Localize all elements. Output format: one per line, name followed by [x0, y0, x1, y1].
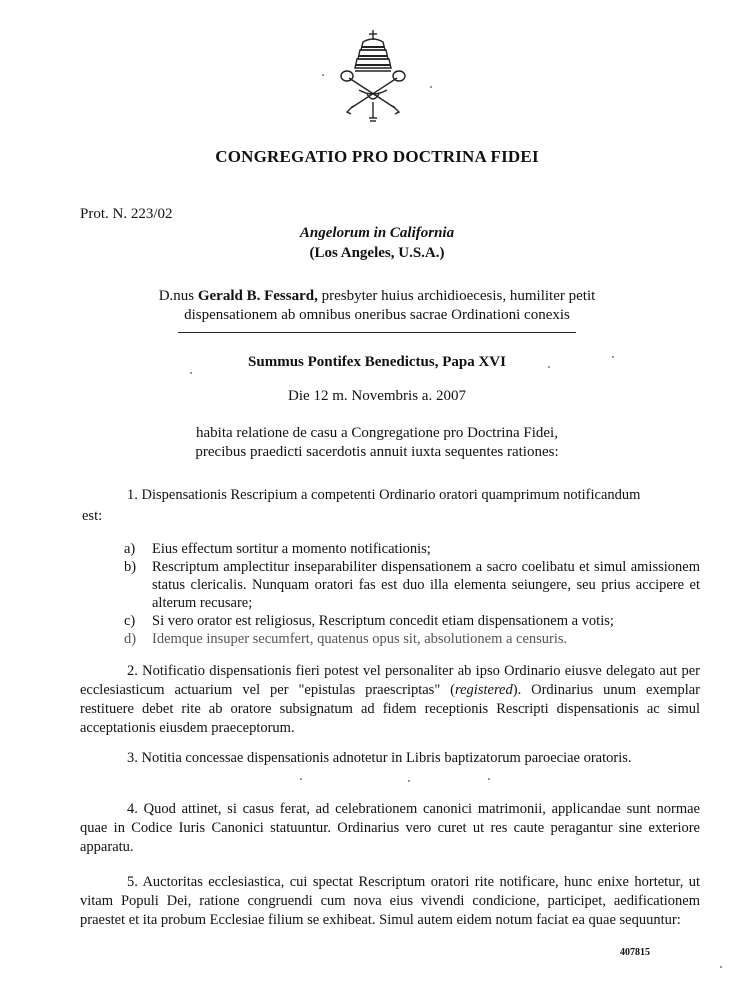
- scan-speck: [548, 366, 550, 368]
- relatio-line-1: habita relatione de casu a Congregatione pro Doctrina Fidei,: [196, 425, 558, 441]
- document-number: 407815: [620, 947, 650, 958]
- petition-line-2: dispensationem ab omnibus oneribus sacrae Ordinationi conexis: [184, 307, 570, 323]
- diocese-city: (Los Angeles, U.S.A.): [309, 245, 445, 261]
- list-item-text: Si vero orator est religiosus, Rescriptum concedit etiam dispensationem a votis;: [152, 613, 614, 629]
- list-item-mark: a): [124, 541, 136, 557]
- protocol-number: Prot. N. 223/02: [80, 206, 173, 222]
- list-item-mark: b): [124, 559, 137, 575]
- scan-speck: [190, 372, 192, 374]
- pontifex-line: Summus Pontifex Benedictus, Papa XVI: [248, 354, 506, 370]
- scan-speck: [612, 356, 614, 358]
- list-item-text: Rescriptum amplectitur inseparabiliter dispensationem a sacro coelibatu et simul amissionem status clericalis. Nunquam oratori fas est duo illa elementa seiungere, seu prius accipere et alterum recusare;: [152, 559, 700, 611]
- paragraph-1-est: est:: [82, 508, 103, 524]
- date-line: Die 12 m. Novembris a. 2007: [288, 388, 466, 404]
- paragraph-2: [80, 662, 700, 738]
- list-item: [124, 630, 700, 648]
- list-item: [124, 612, 700, 630]
- petition-line-1: [0, 287, 754, 306]
- petition-prefix: D.nus: [158, 288, 195, 304]
- relatio-line-2: precibus praedicti sacerdotis annuit iuxta sequentes rationes:: [195, 444, 559, 460]
- diocese-name: Angelorum in California: [299, 225, 455, 241]
- paragraph-1: [80, 486, 700, 505]
- list-item-text: Idemque insuper secumfert, quatenus opus sit, absolutionem a censuris.: [152, 631, 568, 647]
- scan-speck: [488, 778, 490, 780]
- petition-text: [0, 287, 754, 325]
- paragraph-2-italic: registered: [455, 682, 513, 698]
- paragraph-4: 4. Quod attinet, si casus ferat, ad celebrationem canonici matrimonii, applicandae sunt normae quae in Codice Iuris Canonici statuuntur. Ordinarius vero curet ut res caute peragantur sine exteriore apparatu.: [80, 801, 700, 855]
- scan-speck: [300, 778, 302, 780]
- list-item-mark: c): [124, 613, 136, 629]
- conditions-list: [124, 540, 700, 648]
- scan-speck: [322, 74, 324, 76]
- paragraph-2-lead: 2. Notificatio dispensationis fieri potest vel personaliter ab ipso Ordinario eiusve delegato aut per ecclesiasticum actuarium vel per "epistulas praescriptas" (: [80, 663, 700, 698]
- scan-speck: [720, 966, 722, 968]
- scan-speck: [408, 780, 410, 782]
- relatio-text: [0, 424, 754, 462]
- list-item: [124, 540, 700, 558]
- list-item-text: Eius effectum sortitur a momento notificationis;: [152, 541, 431, 557]
- paragraph-5: 5. Auctoritas ecclesiastica, cui spectat Rescriptum oratori rite notificare, hunc enixe hortetur, ut vitam Populi Dei, ratione congruendi cum nova eius vivendi condicione, participet, aedificationem praestet et ita probum Ecclesiae filium se exhibeat. Simul autem eidem notum faciat ea quae sequuntur:: [80, 874, 700, 928]
- petition-line-1-rest: presbyter huius archidioecesis, humiliter petit: [321, 288, 596, 304]
- papal-crest-icon: [333, 28, 413, 124]
- list-item: [124, 558, 700, 612]
- paragraph-2-tail: ). Ordinarius unum exemplar restituere debet rite ab oratore subsignatum ad fidem receptionis Rescripti dispensationis ac simul acceptationis eiusdem praeceptorum.: [80, 682, 700, 736]
- petitioner-name: Gerald B. Fessard,: [197, 288, 318, 304]
- scan-speck: [430, 86, 432, 88]
- paragraph-3: 3. Notitia concessae dispensationis adnotetur in Libris baptizatorum paroeciae oratoris.: [127, 750, 632, 766]
- divider-rule: [178, 332, 576, 333]
- paragraph-1-text: 1. Dispensationis Rescripium a competenti Ordinario oratori quamprimum notificandum: [127, 487, 641, 503]
- list-item-mark: d): [124, 631, 137, 647]
- congregation-title: CONGREGATIO PRO DOCTRINA FIDEI: [215, 147, 539, 166]
